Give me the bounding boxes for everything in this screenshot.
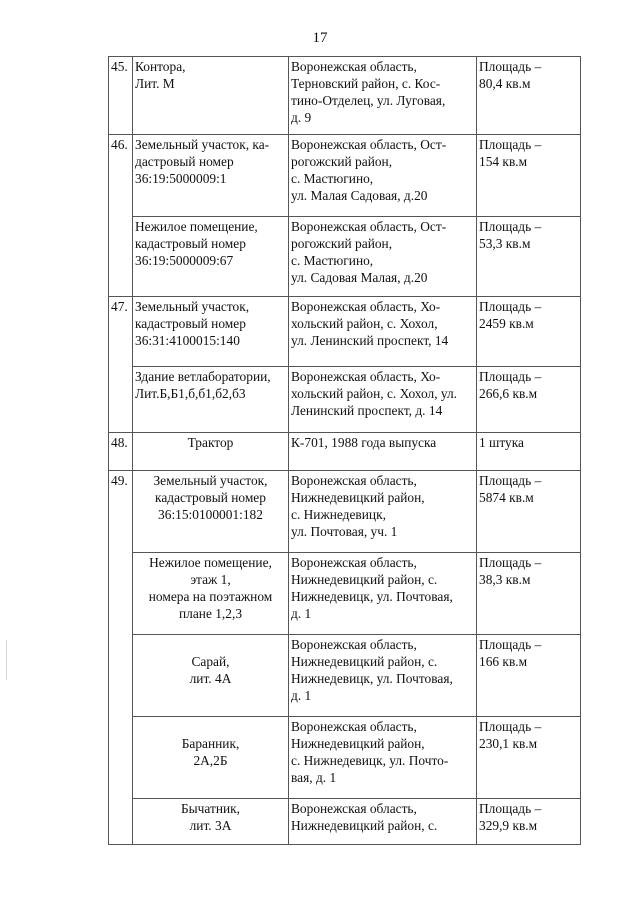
- row-number: 48.: [109, 433, 133, 471]
- object-name: Сарай, лит. 4А: [133, 635, 289, 717]
- row-number: 46.: [109, 135, 133, 297]
- table-row: [109, 135, 581, 217]
- table-row: [109, 717, 581, 799]
- object-area: Площадь – 230,1 кв.м: [477, 717, 581, 799]
- object-address: Воронежская область, Нижнедевицкий район, с. Нижнедевицк, ул. Почтовая, уч. 1: [289, 471, 477, 553]
- table-row: [109, 799, 581, 845]
- row-number: 49.: [109, 471, 133, 845]
- object-area: Площадь – 5874 кв.м: [477, 471, 581, 553]
- object-area: Площадь – 266,6 кв.м: [477, 367, 581, 433]
- object-address: Воронежская область, Хо- хольский район, с. Хохол, ул. Ленинский проспект, 14: [289, 297, 477, 367]
- table-row: [109, 471, 581, 553]
- object-name: Бычатник, лит. 3А: [133, 799, 289, 845]
- object-address: Воронежская область, Нижнедевицкий район, с. Нижнедевицк, ул. Почто- вая, д. 1: [289, 717, 477, 799]
- object-address: Воронежская область, Терновский район, с. Кос- тино-Отделец, ул. Луговая, д. 9: [289, 57, 477, 135]
- table-row: [109, 635, 581, 717]
- object-area: Площадь – 80,4 кв.м: [477, 57, 581, 135]
- table-row: [109, 297, 581, 367]
- property-table: [108, 56, 581, 845]
- object-area: Площадь – 154 кв.м: [477, 135, 581, 217]
- object-address: К-701, 1988 года выпуска: [289, 433, 477, 471]
- object-name: Нежилое помещение, кадастровый номер 36:19:5000009:67: [133, 217, 289, 297]
- object-address: Воронежская область, Нижнедевицкий район, с. Нижнедевицк, ул. Почтовая, д. 1: [289, 553, 477, 635]
- object-area: Площадь – 2459 кв.м: [477, 297, 581, 367]
- object-address: Воронежская область, Ост- рогожский район, с. Мастюгино, ул. Малая Садовая, д.20: [289, 135, 477, 217]
- object-area: Площадь – 38,3 кв.м: [477, 553, 581, 635]
- row-number: 45.: [109, 57, 133, 135]
- object-name: Здание ветлаборатории, Лит.Б,Б1,б,б1,б2,б3: [133, 367, 289, 433]
- object-name: Земельный участок, кадастровый номер 36:15:0100001:182: [133, 471, 289, 553]
- table-row: [109, 553, 581, 635]
- object-name: Земельный участок, кадастровый номер 36:31:4100015:140: [133, 297, 289, 367]
- object-address: Воронежская область, Хо- хольский район, с. Хохол, ул. Ленинский проспект, д. 14: [289, 367, 477, 433]
- scan-margin-line: [6, 640, 7, 680]
- table-row: [109, 57, 581, 135]
- page-number: 17: [312, 30, 328, 46]
- table-row: [109, 433, 581, 471]
- object-area: Площадь – 329,9 кв.м: [477, 799, 581, 845]
- object-area: Площадь – 53,3 кв.м: [477, 217, 581, 297]
- object-area: 1 штука: [477, 433, 581, 471]
- table-row: [109, 367, 581, 433]
- object-name: Баранник, 2А,2Б: [133, 717, 289, 799]
- table-row: [109, 217, 581, 297]
- object-address: Воронежская область, Ост- рогожский район, с. Мастюгино, ул. Садовая Малая, д.20: [289, 217, 477, 297]
- object-address: Воронежская область, Нижнедевицкий район, с.: [289, 799, 477, 845]
- object-name: Контора, Лит. М: [133, 57, 289, 135]
- object-address: Воронежская область, Нижнедевицкий район, с. Нижнедевицк, ул. Почтовая, д. 1: [289, 635, 477, 717]
- object-name: Трактор: [133, 433, 289, 471]
- object-name: Земельный участок, ка- дастровый номер 36:19:5000009:1: [133, 135, 289, 217]
- row-number: 47.: [109, 297, 133, 433]
- object-area: Площадь – 166 кв.м: [477, 635, 581, 717]
- object-name: Нежилое помещение, этаж 1, номера на поэтажном плане 1,2,3: [133, 553, 289, 635]
